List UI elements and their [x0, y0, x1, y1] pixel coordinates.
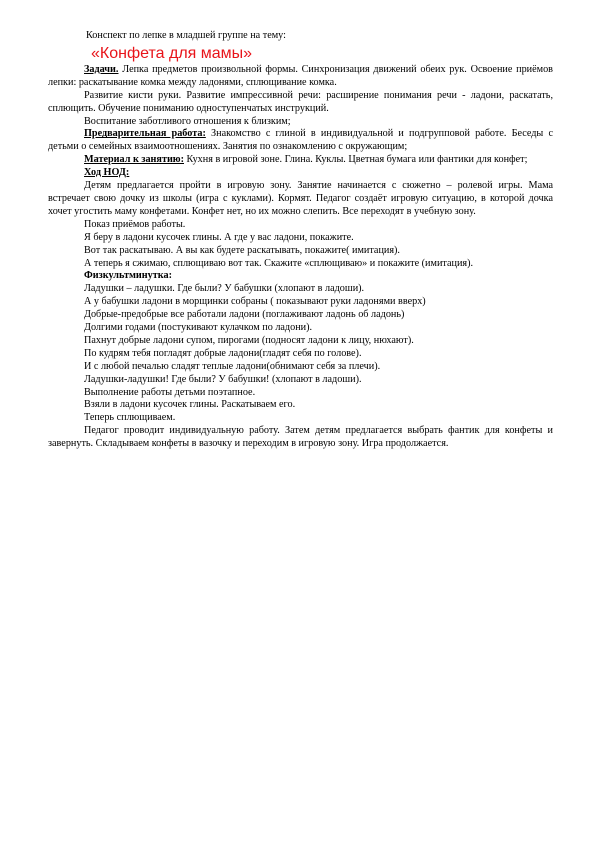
- preliminary-work-text: Знакомство с глиной в индивидуальной и подгрупповой работе. Беседы с детьми о семейных взаимоотношениях. Занятия по ознакомлению с окружающим;: [48, 128, 553, 153]
- physical-minute-heading: [48, 270, 553, 283]
- tasks-paragraph: [48, 64, 553, 90]
- material-paragraph: [48, 154, 553, 167]
- hand-development-paragraph: Развитие кисти руки. Развитие импрессивной речи: расширение понимания речи - ладони, раскатать, сплющить. Обучение пониманию одноступенчатых инструкций.: [48, 89, 553, 114]
- take-paragraph: Я беру в ладони кусочек глины. А где у вас ладони, покажите.: [84, 231, 354, 243]
- tasks-text: Лепка предметов произвольной формы. Синхронизация движений обеих рук. Освоение приёмов лепки: раскатывание комка между ладонями, сплющивание комка.: [48, 63, 553, 88]
- course-paragraph: Детям предлагается пройти в игровую зону. Занятие начинается с сюжетно – ролевой игры. Мама встречает свою дочку из школы (игра с куклами). Кормят. Педагог создаёт игровую ситуацию, в которой дочка хочет угостить маму конфетами. Конфет нет, но их можно слепить. Все переходят в учебную зону.: [48, 180, 553, 217]
- squeeze-paragraph: А теперь я сжимаю, сплющиваю вот так. Скажите «сплющиваю» и покажите (имитация).: [84, 257, 474, 269]
- poem-line: Добрые-предобрые все работали ладони (поглаживают ладонь об ладонь): [84, 309, 405, 321]
- tasks-label: Задачи.: [84, 63, 119, 75]
- poem-line: А у бабушки ладони в морщинки собраны ( показывают руки ладонями вверх): [84, 296, 426, 308]
- material-label: Материал к занятию:: [84, 154, 184, 166]
- took-clay-paragraph: Взяли в ладони кусочек глины. Раскатываем его.: [84, 399, 296, 411]
- poem-line: Пахнут добрые ладони супом, пирогами (подносят ладони к лицу, нюхают).: [84, 334, 414, 346]
- preliminary-work-paragraph: [48, 128, 553, 154]
- course-label: Ход НОД:: [84, 167, 130, 179]
- final-paragraph: Педагог проводит индивидуальную работу. Затем детям предлагается выбрать фантик для конфеты и завернуть. Складываем конфеты в вазочку и переходим в игровую зону. Игра продолжается.: [48, 425, 553, 450]
- flatten-paragraph: Теперь сплющиваем.: [84, 412, 176, 424]
- preliminary-work-label: Предварительная работа:: [84, 128, 206, 140]
- document-header: Конспект по лепке в младшей группе на тему:: [86, 30, 286, 41]
- document-page: [48, 30, 553, 451]
- poem-line: И с любой печалью сладят теплые ладони(обнимают себя за плечи).: [84, 360, 381, 372]
- document-title: «Конфета для мамы»: [91, 44, 253, 62]
- physical-minute-label: Физкультминутка:: [84, 270, 172, 282]
- poem-line: Ладушки-ладушки! Где были? У бабушки! (хлопают в ладоши).: [84, 373, 362, 385]
- material-text: Кухня в игровой зоне. Глина. Куклы. Цветная бумага или фантики для конфет;: [184, 154, 528, 166]
- show-paragraph: Показ приёмов работы.: [84, 218, 186, 230]
- poem-line: По кудрям тебя погладят добрые ладони(гладят себя по голове).: [84, 347, 362, 359]
- poem-line: Долгими годами (постукивают кулачком по ладони).: [84, 322, 313, 334]
- poem-line: Ладушки – ладушки. Где были? У бабушки (хлопают в ладоши).: [84, 283, 365, 295]
- course-heading: [48, 167, 553, 180]
- care-paragraph: Воспитание заботливого отношения к близким;: [84, 115, 291, 127]
- execution-paragraph: Выполнение работы детьми поэтапное.: [84, 386, 256, 398]
- roll-paragraph: Вот так раскатываю. А вы как будете раскатывать, покажите( имитация).: [84, 244, 400, 256]
